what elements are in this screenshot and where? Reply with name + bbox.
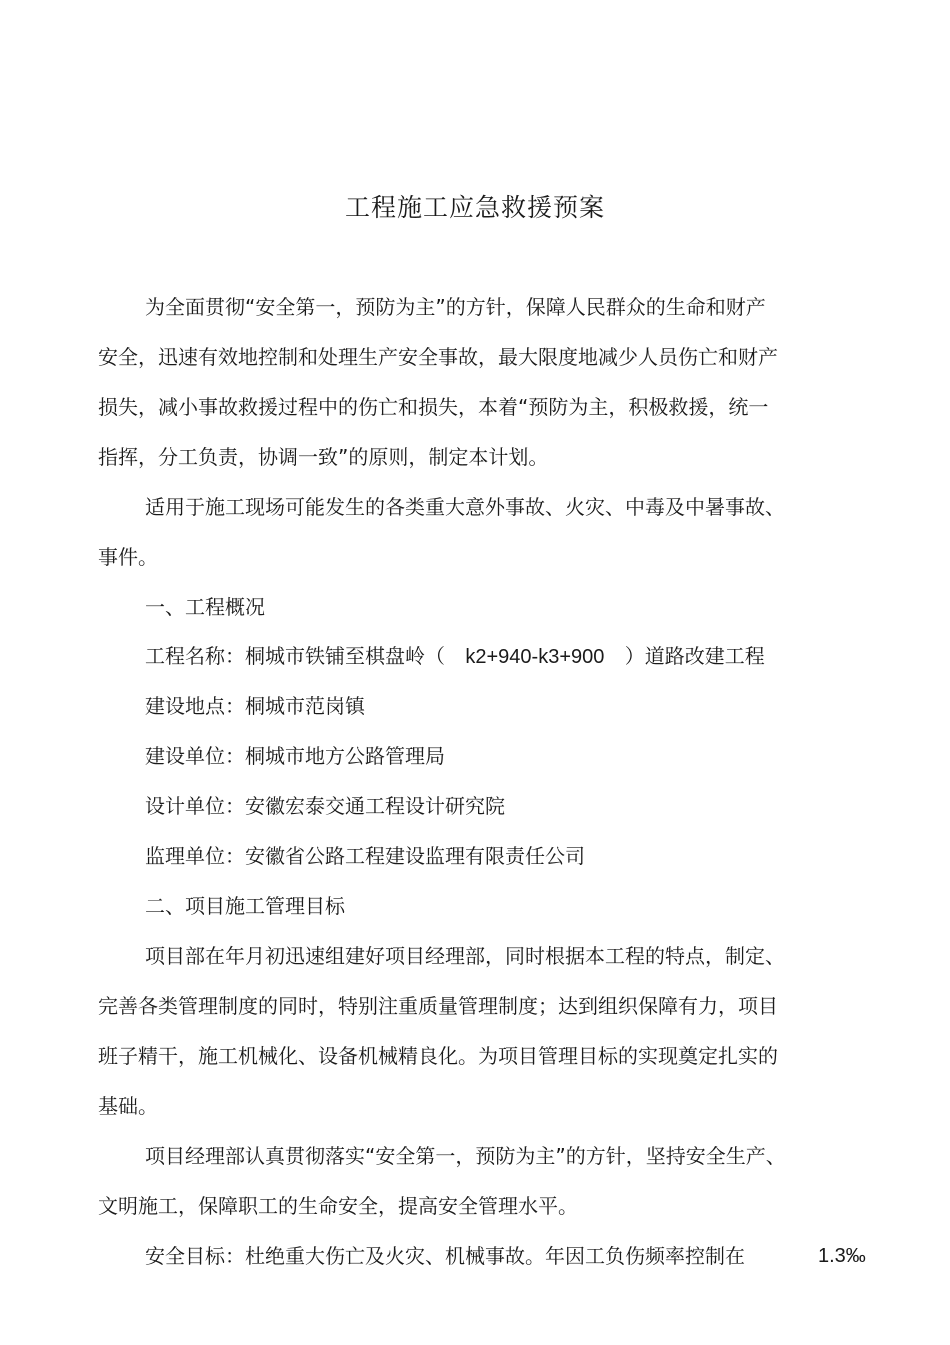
paragraph-line: 指挥，分工负责，协调一致”的原则，制定本计划。 xyxy=(98,445,549,469)
paragraph-line: 适用于施工现场可能发生的各类重大意外事故、火灾、中毒及中暑事故、 xyxy=(145,495,785,519)
project-name-line xyxy=(145,641,765,672)
info-line: 监理单位：安徽省公路工程建设监理有限责任公司 xyxy=(145,844,585,868)
safety-target-line: 安全目标：杜绝重大伤亡及火灾、机械事故。年因工负伤频率控制在 xyxy=(145,1244,745,1268)
paragraph-line: 基础。 xyxy=(98,1094,158,1118)
project-name-label: 工程名称：桐城市铁铺至棋盘岭（ xyxy=(145,644,445,668)
paragraph-line: 事件。 xyxy=(98,545,158,569)
paragraph-line: 文明施工，保障职工的生命安全，提高安全管理水平。 xyxy=(98,1194,578,1218)
paragraph-line: 为全面贯彻“安全第一，预防为主”的方针，保障人民群众的生命和财产 xyxy=(145,295,766,319)
info-line: 设计单位：安徽宏泰交通工程设计研究院 xyxy=(145,794,505,818)
paragraph-line: 安全，迅速有效地控制和处理生产安全事故，最大限度地减少人员伤亡和财产 xyxy=(98,345,778,369)
paragraph-line: 项目部在年月初迅速组建好项目经理部，同时根据本工程的特点，制定、 xyxy=(145,944,785,968)
info-line: 建设单位：桐城市地方公路管理局 xyxy=(145,744,445,768)
info-line: 建设地点：桐城市范岗镇 xyxy=(145,694,365,718)
section-heading: 二、项目施工管理目标 xyxy=(145,894,345,918)
paragraph-line: 损失，减小事故救援过程中的伤亡和损失，本着“预防为主，积极救援，统一 xyxy=(98,395,769,419)
project-name-suffix: ）道路改建工程 xyxy=(624,644,765,668)
project-code: k2+940-k3+900 xyxy=(465,646,605,668)
document-title: 工程施工应急救援预案 xyxy=(344,193,605,222)
paragraph-line: 班子精干，施工机械化、设备机械精良化。为项目管理目标的实现奠定扎实的 xyxy=(98,1044,778,1068)
safety-target-value: 1.3‰ xyxy=(818,1245,866,1267)
section-heading: 一、工程概况 xyxy=(145,595,265,619)
paragraph-line: 完善各类管理制度的同时，特别注重质量管理制度；达到组织保障有力，项目 xyxy=(98,994,778,1018)
paragraph-line: 项目经理部认真贯彻落实“安全第一，预防为主”的方针，坚持安全生产、 xyxy=(145,1144,786,1168)
